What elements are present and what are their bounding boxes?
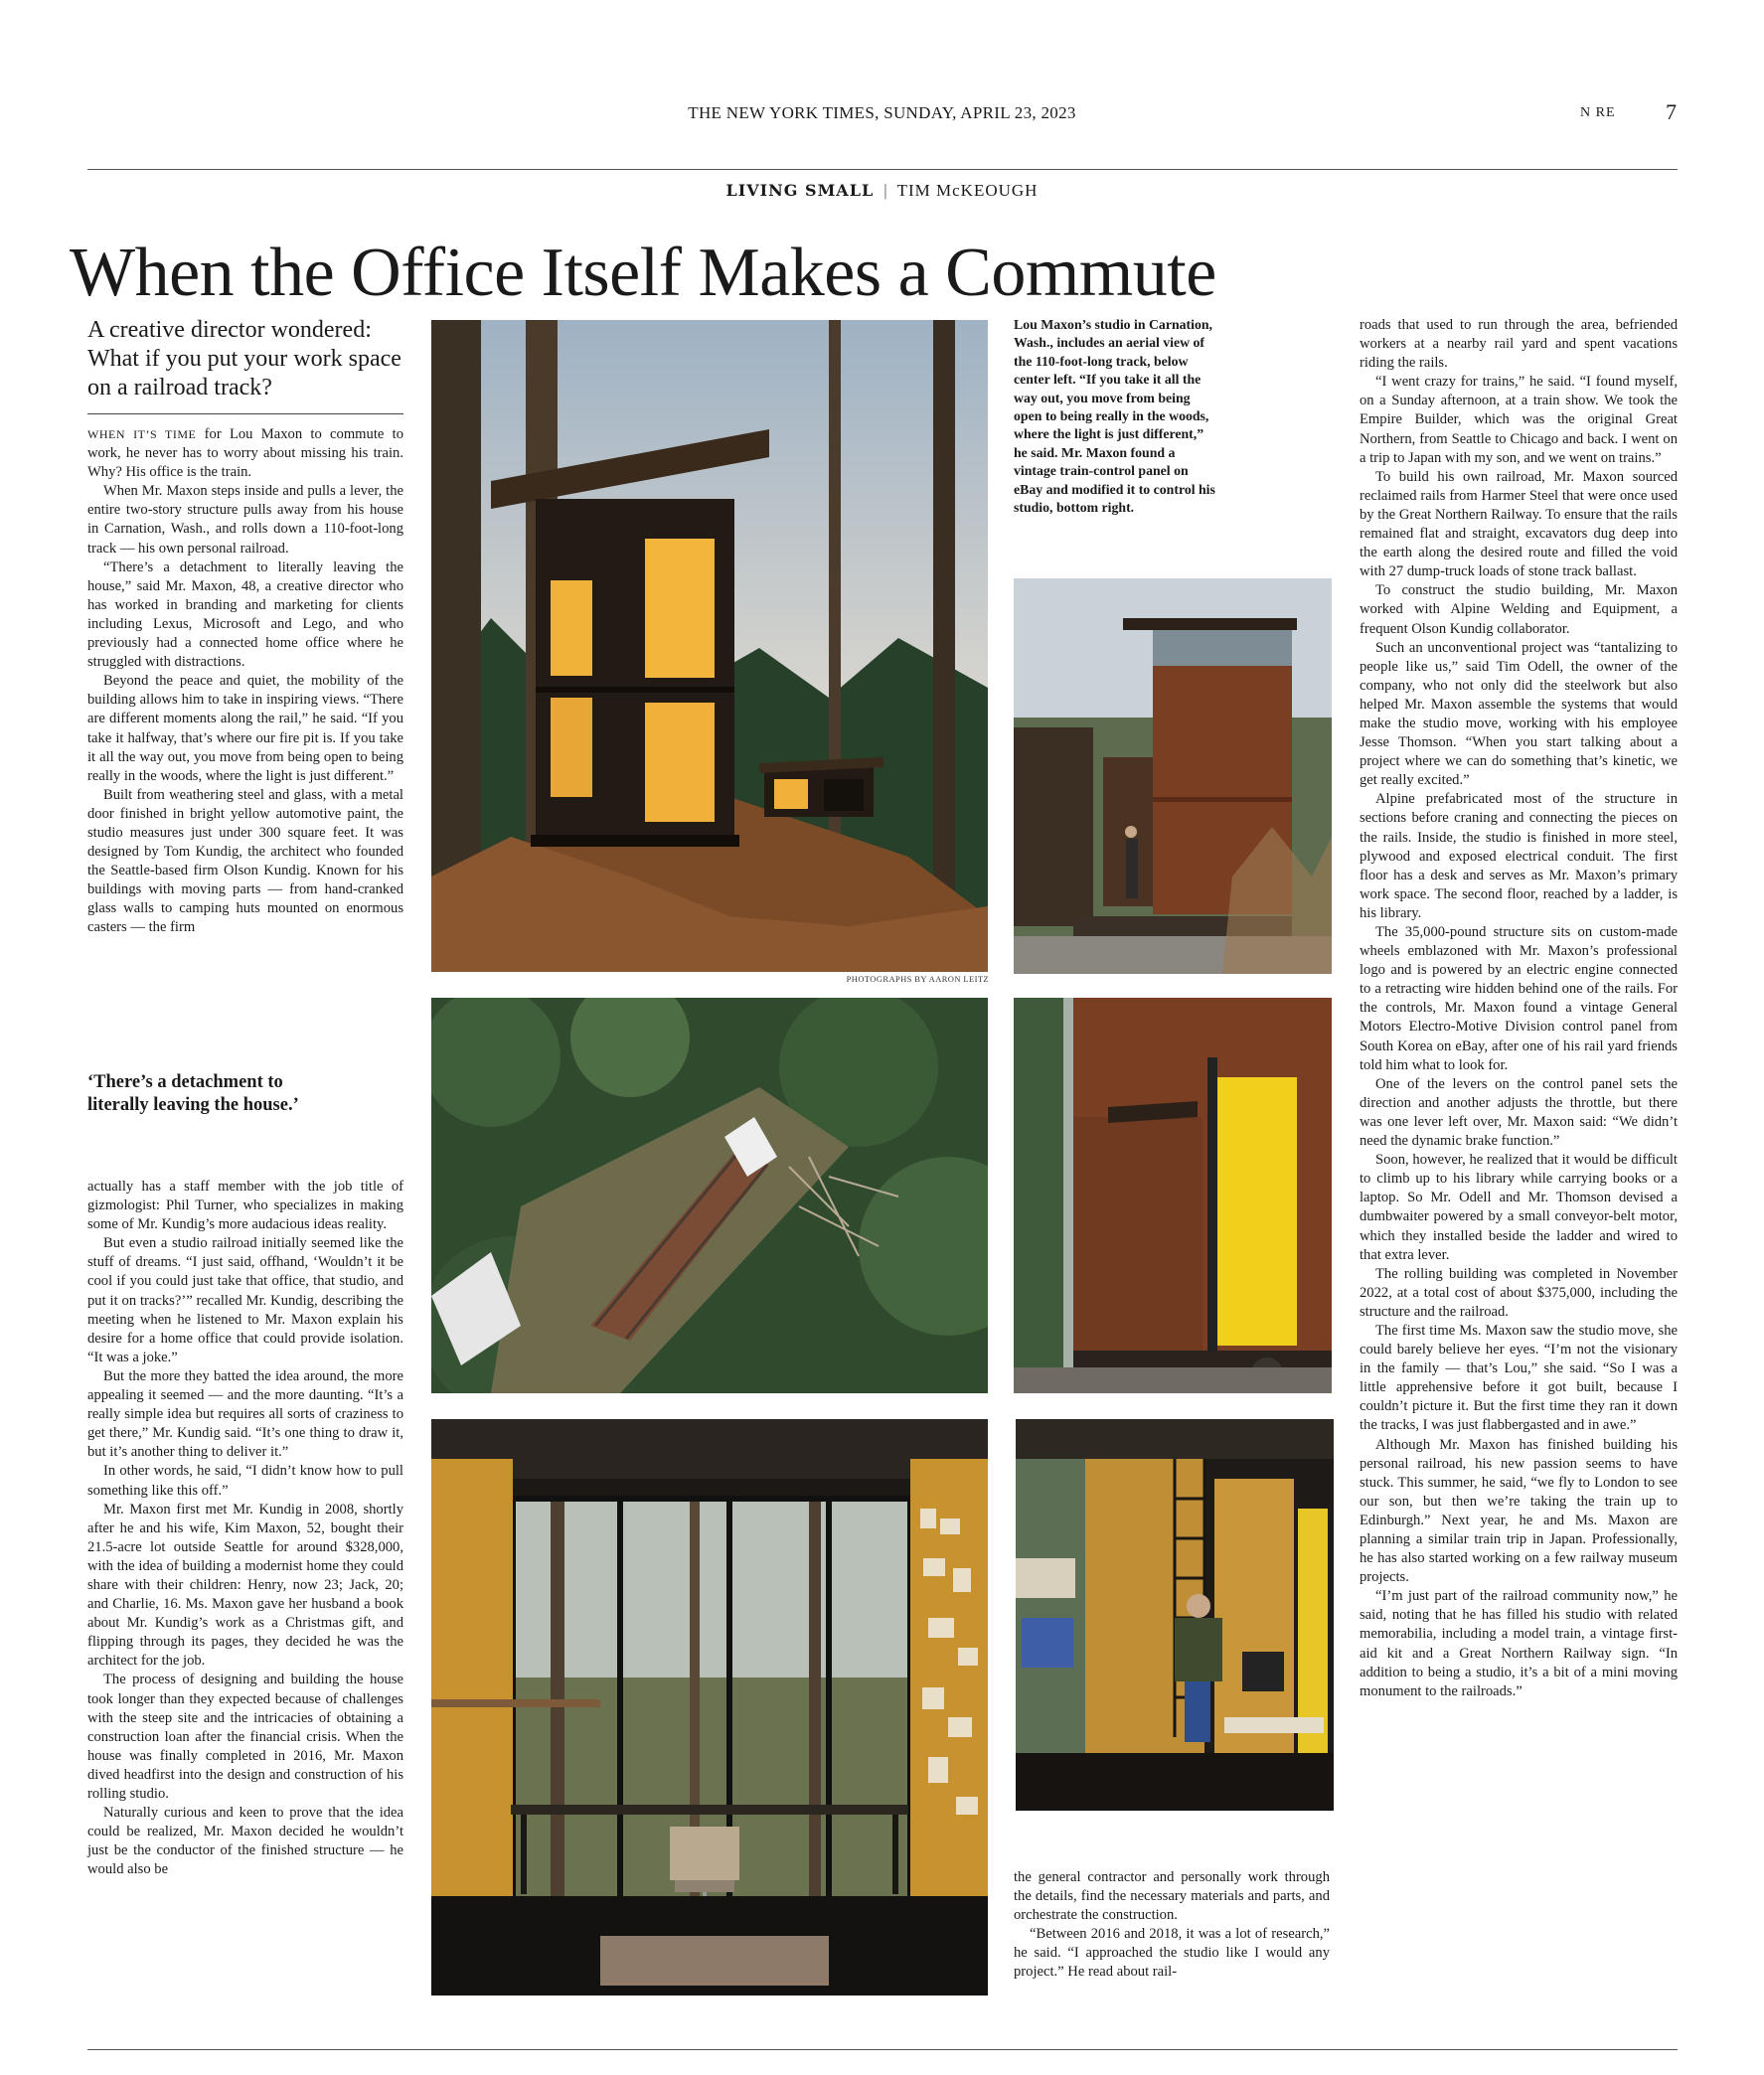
photo-control-panel	[1016, 1419, 1334, 1811]
headline: When the Office Itself Makes a Commute	[70, 235, 1216, 311]
photo-credit: PHOTOGRAPHS BY AARON LEITZ	[846, 974, 989, 984]
article-paragraph: Naturally curious and keen to prove that the idea could be realized, Mr. Maxon decided he wouldn’t just be the conductor of the finished structure — he would also be	[87, 1805, 403, 1878]
paragraph-text: for Lou Maxon to commute to work, he never has to worry about missing his train. Why? His office is the train.	[87, 426, 403, 481]
article-paragraph: The rolling building was completed in November 2022, at a total cost of about $375,000, including the structure and the railroad.	[1360, 1265, 1678, 1320]
article-paragraph: Such an unconventional project was “tantalizing to people like us,” said Tim Odell, the owner of the company, who not only did the steelwork but also helped Mr. Maxon assemble the systems that would make the studio move, working with his employee Jesse Thomson. “When you start talking about a project where we can do something that’s kinetic, we get really excited.”	[1360, 639, 1678, 789]
article-paragraph: But the more they batted the idea around, the more appealing it seemed — and the more daunting. “It’s a really simple idea but requires all sorts of craziness to get there,” Mr. Kundig said. “It’s one thing to draw it, but it’s another thing to deliver it.”	[87, 1367, 403, 1461]
photo-caption: Lou Maxon’s studio in Carnation, Wash., includes an aerial view of the 110-foot-long track, below center left. “If you take it all the way out, you move from being open to being really in the woods, where the light is just different,” he said. Mr. Maxon found a vintage train-control panel on eBay and modified it to control his studio, bottom right.	[1014, 317, 1215, 516]
article-paragraph: “There’s a detachment to literally leaving the house,” said Mr. Maxon, 48, a creative director who has worked in branding and marketing for clients including Lexus, Microsoft and Lego, and who previously had a connected home office where he struggled with distractions.	[87, 559, 403, 671]
article-paragraph: actually has a staff member with the job title of gizmologist: Phil Turner, who specializes in making some of Mr. Kundig’s more audacious ideas reality.	[87, 1179, 403, 1233]
byline: TIM McKEOUGH	[896, 181, 1039, 200]
article-paragraph: But even a studio railroad initially seemed like the stuff of dreams. “I just said, offhand, ‘Wouldn’t it be cool if you could just take that office, that studio, and put it on tracks?’” recalled Mr. Kundig, describing the meeting when he listened to Mr. Maxon explain his desire for a home office that could provide isolation. “It was a joke.”	[87, 1235, 403, 1365]
article-column-4	[1360, 316, 1678, 1701]
photo-studio-side-weathering-steel	[1014, 578, 1332, 974]
article-paragraph: Beyond the peace and quiet, the mobility of the building allows him to take in inspiring views. “There are different moments along the rail,” he said. “If you take it halfway, that’s where our fire pit is. If you take it all the way out, you move from being open to being really in the woods, where the light is just different.”	[87, 673, 403, 784]
article-paragraph: Alpine prefabricated most of the structure in sections before craning and connecting the pieces on the rails. Inside, the studio is finished in more steel, plywood and exposed electrical conduit. The first floor has a desk and serves as Mr. Maxon’s primary work space. The second floor, reached by a ladder, is his library.	[1360, 791, 1678, 921]
deck: A creative director wondered: What if you put your work space on a railroad track?	[87, 317, 401, 400]
footer-rule	[87, 2049, 1678, 2050]
photo-interior-desk	[431, 1419, 988, 1995]
article-paragraph: The first time Ms. Maxon saw the studio move, she could barely believe her eyes. “I’m not the visionary in the family — that’s Lou,” she said. “So I was a little apprehensive before it got built, because I couldn’t picture it. But the first time they ran it down the tracks, I was just flabbergasted and in awe.”	[1360, 1322, 1678, 1434]
header-rule	[87, 169, 1678, 170]
article-paragraph: The process of designing and building the house took longer than they expected because of challenges with the steep site and the intricacies of obtaining a construction loan after the financial crisis. When the house was finally completed in 2016, Mr. Maxon dived headfirst into the design and construction of his rolling studio.	[87, 1672, 403, 1802]
photo-aerial-track	[431, 998, 988, 1393]
article-paragraph: “I’m just part of the railroad community now,” he said, noting that he has filled his studio with related memorabilia, including a model train, a vintage first-aid kit and a Great Northern Railway sign. “In addition to being a studio, it’s a bit of a mini moving monument to the railroads.”	[1360, 1588, 1678, 1699]
article-column-3-bottom	[1014, 1868, 1330, 1983]
article-column-1-top	[87, 425, 403, 938]
page-number: 7	[1666, 99, 1677, 124]
photo-yellow-door	[1014, 998, 1332, 1393]
edition-marker: N RE	[1580, 105, 1616, 120]
article-column-1-bottom	[87, 1178, 403, 1879]
newspaper-folio: THE NEW YORK TIMES, SUNDAY, APRIL 23, 2023	[688, 103, 1076, 122]
deck-rule	[87, 413, 403, 414]
column-kicker	[0, 181, 1764, 201]
kicker-divider: |	[883, 181, 887, 200]
article-paragraph: To build his own railroad, Mr. Maxon sourced reclaimed rails from Harmer Steel that were once used by the Great Northern Railway. To ensure that the rails remained flat and straight, excavators dug deep into the earth along the desired route and filled the void with 27 dump-truck loads of stone track ballast.	[1360, 468, 1678, 580]
article-paragraph: “I went crazy for trains,” he said. “I found myself, on a Sunday afternoon, at a train show. We took the Empire Builder, which was the original Great Northern, from Seattle to Chicago and back. I went on a trip to Japan with my son, and we went on trains.”	[1360, 374, 1678, 466]
article-paragraph: “Between 2016 and 2018, it was a lot of research,” he said. “I approached the studio like I would any project.” He read about rail-	[1014, 1926, 1330, 1981]
article-paragraph: To construct the studio building, Mr. Maxon worked with Alpine Welding and Equipment, a frequent Olson Kundig collaborator.	[1360, 582, 1678, 637]
article-paragraph: roads that used to run through the area, befriended workers at a nearby rail yard and spent vacations riding the rails.	[1360, 317, 1678, 372]
article-paragraph	[87, 425, 403, 482]
article-paragraph: Soon, however, he realized that it would be difficult to climb up to his library while carrying books or a laptop. So Mr. Odell and Mr. Thomson devised a dumbwaiter powered by a small conveyor-belt motor, which they installed beside the ladder and wired to that extra lever.	[1360, 1152, 1678, 1263]
pull-quote: ‘There’s a detachment to literally leaving the house.’	[87, 1072, 299, 1115]
article-paragraph: Although Mr. Maxon has finished building his personal railroad, his new passion seems to have stuck. This summer, he said, “we fly to London to see our son, but then we’re taking the train up to Edinburgh.” Next year, he and Ms. Maxon are planning a similar train trip in Japan. Professionally, he has also started working on a few railway museum projects.	[1360, 1436, 1678, 1586]
article-paragraph: Built from weathering steel and glass, with a metal door finished in bright yellow automotive paint, the studio measures just under 300 square feet. It was designed by Tom Kundig, the architect who founded the Seattle-based firm Olson Kundig. Known for his buildings with moving parts — from hand-cranked glass walls to camping huts mounted on enormous casters — the firm	[87, 786, 403, 936]
column-name: LIVING SMALL	[725, 181, 875, 200]
lead-in: WHEN IT’S TIME	[87, 427, 197, 441]
article-paragraph: Mr. Maxon first met Mr. Kundig in 2008, shortly after he and his wife, Kim Maxon, 52, bought their 21.5-acre lot outside Seattle for around $328,000, with the idea of building a modernist home they could share with their children: Henry, now 23; Jack, 20; and Charlie, 16. Ms. Maxon gave her husband a book about Mr. Kundig’s work as a Christmas gift, and flipping through its pages, they decided he was the architect for the job.	[87, 1501, 403, 1670]
article-paragraph: One of the levers on the control panel sets the direction and another adjusts the throttle, but there was one lever left over, Mr. Maxon said: “We didn’t need the dynamic brake function.”	[1360, 1075, 1678, 1150]
article-paragraph: the general contractor and personally work through the details, find the necessary materials and parts, and orchestrate the construction.	[1014, 1869, 1330, 1924]
article-paragraph: The 35,000-pound structure sits on custom-made wheels emblazoned with Mr. Maxon’s professional logo and is powered by an electric engine connected to a retracting wire hidden behind one of the rails. For the controls, Mr. Maxon found a vintage General Motors Electro-Motive Division control panel from South Korea on eBay, after one of his rail yard friends told him what to look for.	[1360, 924, 1678, 1073]
article-paragraph: When Mr. Maxon steps inside and pulls a lever, the entire two-story structure pulls away from his house in Carnation, Wash., and rolls down a 110-foot-long track — his own personal railroad.	[87, 483, 403, 557]
article-paragraph: In other words, he said, “I didn’t know how to pull something like this off.”	[87, 1463, 403, 1499]
photo-studio-exterior-dusk	[431, 320, 988, 972]
